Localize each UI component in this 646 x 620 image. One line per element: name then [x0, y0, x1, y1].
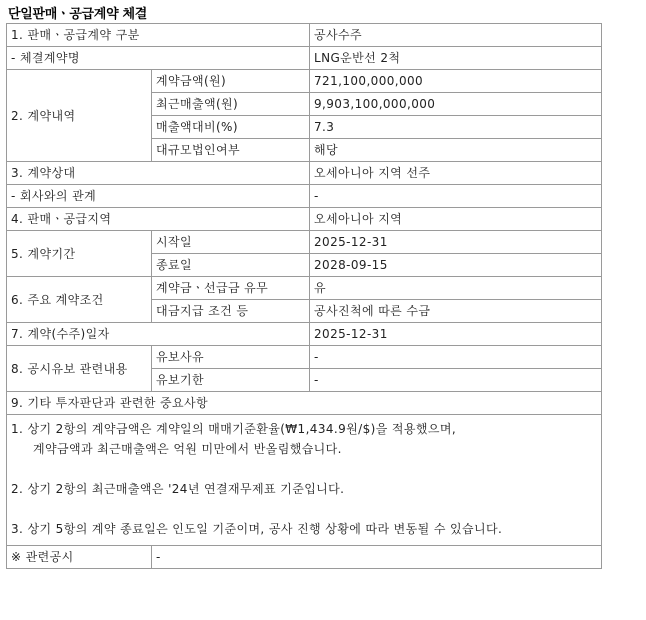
sub-label: 대금지급 조건 등: [152, 300, 310, 323]
row-label: - 회사와의 관계: [7, 185, 310, 208]
section-label: 6. 주요 계약조건: [7, 277, 152, 323]
table-row: [7, 185, 602, 208]
table-row: [7, 323, 602, 346]
row-value: 유: [310, 277, 602, 300]
row-label: ※ 관련공시: [7, 546, 152, 569]
table-row: [7, 162, 602, 185]
row-label: - 체결계약명: [7, 47, 310, 70]
sub-label: 대규모법인여부: [152, 139, 310, 162]
table-row: [7, 231, 602, 254]
row-value: 2025-12-31: [310, 231, 602, 254]
row-value: 721,100,000,000: [310, 70, 602, 93]
section-label: 2. 계약내역: [7, 70, 152, 162]
row-value: -: [310, 346, 602, 369]
table-row: [7, 277, 602, 300]
sub-label: 계약금액(원): [152, 70, 310, 93]
section-label: 8. 공시유보 관련내용: [7, 346, 152, 392]
row-value: -: [310, 369, 602, 392]
note-2: 2. 상기 2항의 최근매출액은 '24년 연결재무제표 기준입니다.: [11, 482, 345, 496]
row-value: 7.3: [310, 116, 602, 139]
document-title: 단일판매ㆍ공급계약 체결: [8, 7, 148, 22]
row-value: 공사수주: [310, 24, 602, 47]
row-value: 오세아니아 지역 선주: [310, 162, 602, 185]
table-row: [7, 47, 602, 70]
row-value: 오세아니아 지역: [310, 208, 602, 231]
row-value: 해당: [310, 139, 602, 162]
row-label: 3. 계약상대: [7, 162, 310, 185]
table-row: [7, 392, 602, 415]
table-row: [7, 208, 602, 231]
row-value: -: [152, 546, 602, 569]
table-row: [7, 24, 602, 47]
row-value: -: [310, 185, 602, 208]
row-label: 4. 판매ㆍ공급지역: [7, 208, 310, 231]
table-row: [7, 70, 602, 93]
note-3: 3. 상기 5항의 계약 종료일은 인도일 기준이며, 공사 진행 상황에 따라 변동될 수 있습니다.: [11, 522, 503, 536]
note-1-line-1: 1. 상기 2항의 계약금액은 계약일의 매매기준환율(₩1,434.9원/$)을 적용했으며,: [11, 422, 457, 436]
row-value: 공사진척에 따른 수금: [310, 300, 602, 323]
section-label: 5. 계약기간: [7, 231, 152, 277]
row-label: 7. 계약(수주)일자: [7, 323, 310, 346]
disclosure-table: [6, 23, 602, 569]
sub-label: 매출액대비(%): [152, 116, 310, 139]
row-value: 9,903,100,000,000: [310, 93, 602, 116]
sub-label: 시작일: [152, 231, 310, 254]
table-row: [7, 415, 602, 546]
row-value: 2028-09-15: [310, 254, 602, 277]
table-row: [7, 346, 602, 369]
sub-label: 최근매출액(원): [152, 93, 310, 116]
row-label: 1. 판매ㆍ공급계약 구분: [7, 24, 310, 47]
row-label: 9. 기타 투자판단과 관련한 중요사항: [7, 392, 602, 415]
sub-label: 유보기한: [152, 369, 310, 392]
table-row: [7, 546, 602, 569]
sub-label: 종료일: [152, 254, 310, 277]
note-1-line-2: 계약금액과 최근매출액은 억원 미만에서 반올림했습니다.: [33, 442, 342, 456]
notes-cell: [7, 415, 602, 546]
sub-label: 계약금ㆍ선급금 유무: [152, 277, 310, 300]
row-value: LNG운반선 2척: [310, 47, 602, 70]
sub-label: 유보사유: [152, 346, 310, 369]
row-value: 2025-12-31: [310, 323, 602, 346]
